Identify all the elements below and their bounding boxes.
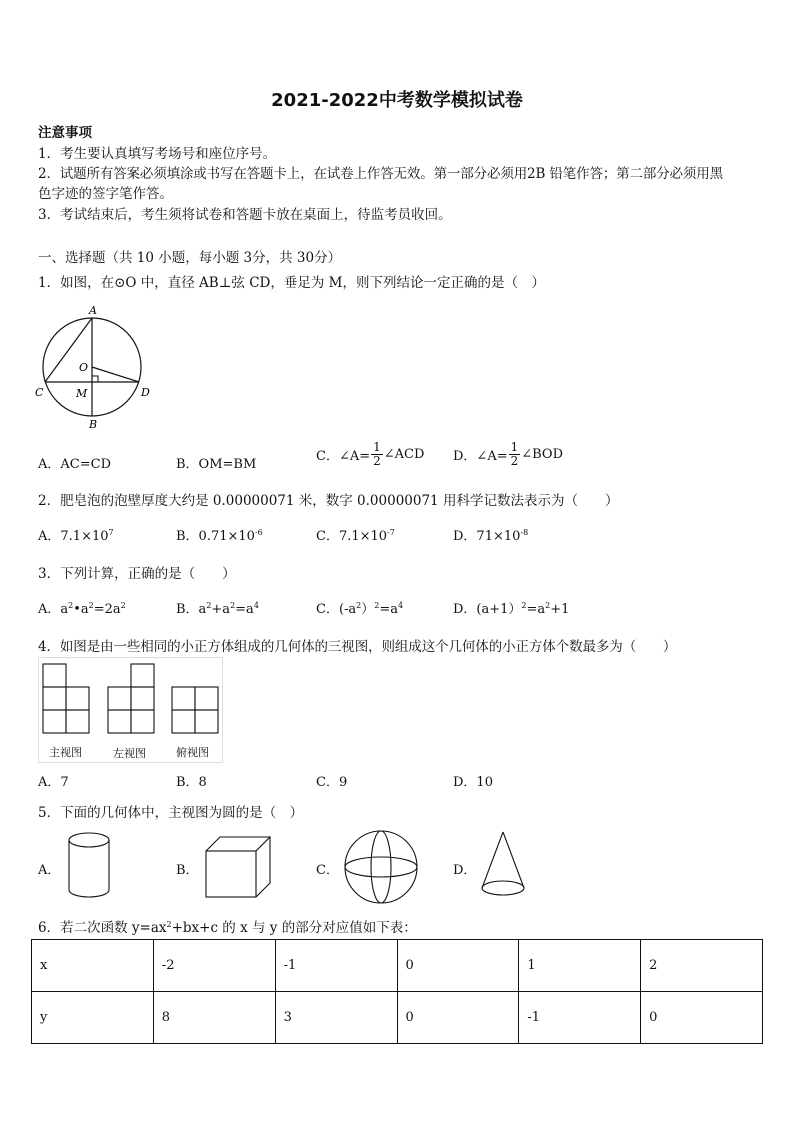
sphere-figure xyxy=(341,828,421,906)
option-a: A． xyxy=(38,863,61,878)
section-heading: 一、选择题（共 10 小题，每小题 3分，共 30分） xyxy=(38,250,342,266)
table-row xyxy=(32,992,763,1044)
option-b: B．8 xyxy=(176,775,207,790)
option-c: C．$7.1\times 10^{-7}$ xyxy=(316,528,395,544)
value-table xyxy=(31,939,763,1044)
table-cell: 0 xyxy=(397,992,519,1044)
three-views-figure xyxy=(38,657,223,763)
notice-item: 1．考生要认真填写考场号和座位序号。 xyxy=(38,146,277,162)
cone-figure xyxy=(478,828,528,904)
point-b-label: B xyxy=(89,418,98,431)
front-view-caption: 主视图 xyxy=(49,746,82,759)
point-a-label: A xyxy=(89,304,97,317)
table-cell: -2 xyxy=(153,940,275,992)
option-c: C．9 xyxy=(316,775,348,790)
notice-heading: 注意事项 xyxy=(38,125,92,141)
table-cell: 0 xyxy=(641,992,763,1044)
option-a: A．AC=CD xyxy=(38,457,111,472)
top-view-caption: 俯视图 xyxy=(176,746,209,759)
point-c-label: C xyxy=(35,386,44,399)
cylinder-figure xyxy=(64,830,114,902)
option-c: C．∠A= $\frac{1}{2}$ ∠ACD xyxy=(316,440,425,468)
table-cell: y xyxy=(32,992,154,1044)
question-6-stem: 6．若二次函数 $y=ax^2+bx+c$ 的 x 与 y 的部分对应值如下表： xyxy=(38,920,417,936)
circle-diagram xyxy=(33,300,158,432)
point-m-label: M xyxy=(76,387,88,400)
notice-item: 2．试题所有答案必须填涂或书写在答题卡上，在试卷上作答无效。第一部分必须用2B 铅笔作答；第二部分必须用黑 xyxy=(38,166,723,182)
option-d: D． xyxy=(453,863,477,878)
table-cell: 8 xyxy=(153,992,275,1044)
option-c: C． xyxy=(316,863,339,878)
option-d: D．∠A= $\frac{1}{2}$ ∠BOD xyxy=(453,440,564,468)
notice-item: 色字迹的签字笔作答。 xyxy=(38,186,173,202)
question-2-stem: 2．肥皂泡的泡壁厚度大约是 0.00000071 米，数字 0.00000071 用科学记数法表示为（ ） xyxy=(38,493,619,509)
table-cell: -1 xyxy=(519,992,641,1044)
notice-item: 3．考试结束后，考生须将试卷和答题卡放在桌面上，待监考员收回。 xyxy=(38,207,452,223)
table-cell: -1 xyxy=(275,940,397,992)
table-row xyxy=(32,940,763,992)
question-5-stem: 5．下面的几何体中，主视图为圆的是（ ） xyxy=(38,805,304,821)
table-cell: 3 xyxy=(275,992,397,1044)
table-cell: 2 xyxy=(641,940,763,992)
table-cell: 1 xyxy=(519,940,641,992)
option-a: A．$a^2•a^2=2a^2$ xyxy=(38,601,126,617)
page-title: 2021-2022中考数学模拟试卷 xyxy=(271,90,523,111)
question-3-stem: 3．下列计算，正确的是（ ） xyxy=(38,566,236,582)
option-d: D．$71\times 10^{-8}$ xyxy=(453,528,529,544)
option-b: B．$0.71\times 10^{-6}$ xyxy=(176,528,263,544)
table-cell: 0 xyxy=(397,940,519,992)
option-c: C．$(-a^2)^2=a^4$ xyxy=(316,601,404,617)
point-d-label: D xyxy=(141,386,150,399)
left-view-caption: 左视图 xyxy=(113,747,146,760)
option-b: B． xyxy=(176,863,199,878)
option-a: A．7 xyxy=(38,775,69,790)
question-1-stem: 1．如图，在⊙O 中，直径 AB⊥弦 CD，垂足为 M，则下列结论一定正确的是（ ） xyxy=(38,275,545,291)
table-cell: x xyxy=(32,940,154,992)
option-a: A．$7.1\times 10^7$ xyxy=(38,528,114,544)
option-d: D．10 xyxy=(453,775,493,790)
option-b: B．$a^2+a^2=a^4$ xyxy=(176,601,259,617)
option-d: D．$(a+1)^2=a^2+1$ xyxy=(453,601,570,617)
cube-figure xyxy=(202,833,274,901)
option-b: B．OM=BM xyxy=(176,457,257,472)
question-4-stem: 4．如图是由一些相同的小正方体组成的几何体的三视图，则组成这个几何体的小正方体个数最多为（ ） xyxy=(38,639,677,655)
point-o-label: O xyxy=(79,361,89,374)
